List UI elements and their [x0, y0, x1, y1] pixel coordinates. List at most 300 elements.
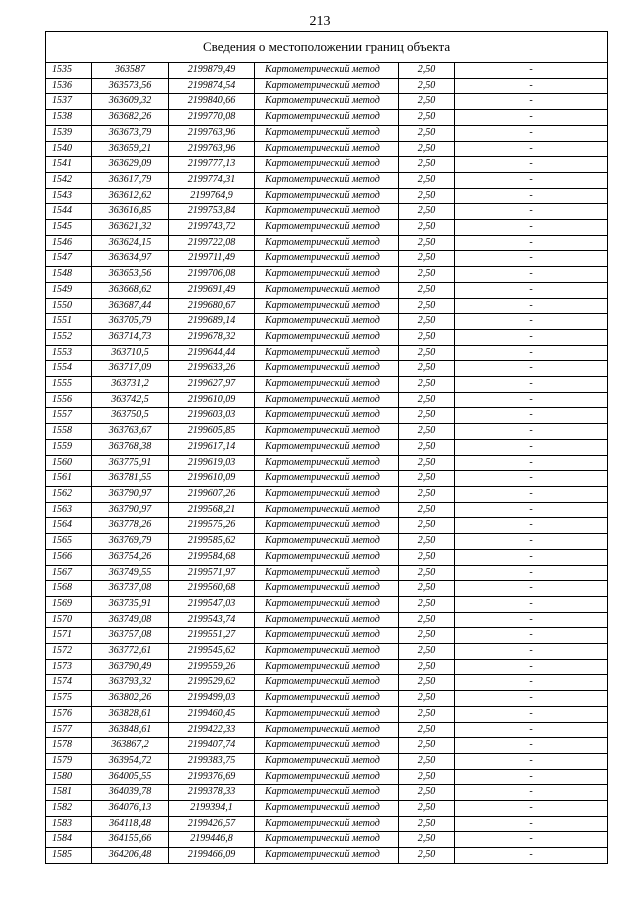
accuracy-cell: 2,50 — [399, 141, 455, 157]
y-coordinate-cell: 2199619,03 — [169, 455, 255, 471]
x-coordinate-cell: 363954,72 — [92, 753, 169, 769]
point-number-cell: 1550 — [46, 298, 92, 314]
accuracy-cell: 2,50 — [399, 78, 455, 94]
point-number-cell: 1558 — [46, 424, 92, 440]
accuracy-cell: 2,50 — [399, 345, 455, 361]
table-row — [46, 78, 608, 94]
accuracy-cell: 2,50 — [399, 502, 455, 518]
table-row — [46, 644, 608, 660]
method-cell: Картометрический метод — [255, 157, 399, 173]
method-cell: Картометрический метод — [255, 235, 399, 251]
y-coordinate-cell: 2199722,08 — [169, 235, 255, 251]
note-cell: - — [455, 612, 608, 628]
table-row — [46, 565, 608, 581]
point-number-cell: 1561 — [46, 471, 92, 487]
note-cell: - — [455, 675, 608, 691]
point-number-cell: 1562 — [46, 486, 92, 502]
x-coordinate-cell: 363828,61 — [92, 706, 169, 722]
x-coordinate-cell: 363750,5 — [92, 408, 169, 424]
method-cell: Картометрический метод — [255, 125, 399, 141]
accuracy-cell: 2,50 — [399, 738, 455, 754]
point-number-cell: 1560 — [46, 455, 92, 471]
note-cell: - — [455, 78, 608, 94]
note-cell: - — [455, 471, 608, 487]
method-cell: Картометрический метод — [255, 267, 399, 283]
note-cell: - — [455, 785, 608, 801]
note-cell: - — [455, 125, 608, 141]
x-coordinate-cell: 363587 — [92, 63, 169, 79]
accuracy-cell: 2,50 — [399, 94, 455, 110]
y-coordinate-cell: 2199633,26 — [169, 361, 255, 377]
y-coordinate-cell: 2199678,32 — [169, 329, 255, 345]
accuracy-cell: 2,50 — [399, 691, 455, 707]
y-coordinate-cell: 2199753,84 — [169, 204, 255, 220]
method-cell: Картометрический метод — [255, 565, 399, 581]
note-cell: - — [455, 534, 608, 550]
method-cell: Картометрический метод — [255, 596, 399, 612]
x-coordinate-cell: 363742,5 — [92, 392, 169, 408]
method-cell: Картометрический метод — [255, 220, 399, 236]
note-cell: - — [455, 188, 608, 204]
table-row — [46, 502, 608, 518]
x-coordinate-cell: 364005,55 — [92, 769, 169, 785]
note-cell: - — [455, 801, 608, 817]
table-row — [46, 769, 608, 785]
method-cell: Картометрический метод — [255, 471, 399, 487]
note-cell: - — [455, 377, 608, 393]
method-cell: Картометрический метод — [255, 424, 399, 440]
method-cell: Картометрический метод — [255, 172, 399, 188]
table-row — [46, 63, 608, 79]
table-row — [46, 267, 608, 283]
note-cell: - — [455, 769, 608, 785]
point-number-cell: 1538 — [46, 110, 92, 126]
table-row — [46, 816, 608, 832]
table-row — [46, 785, 608, 801]
point-number-cell: 1578 — [46, 738, 92, 754]
accuracy-cell: 2,50 — [399, 753, 455, 769]
y-coordinate-cell: 2199383,75 — [169, 753, 255, 769]
point-number-cell: 1582 — [46, 801, 92, 817]
note-cell: - — [455, 282, 608, 298]
method-cell: Картометрический метод — [255, 534, 399, 550]
y-coordinate-cell: 2199499,03 — [169, 691, 255, 707]
table-row — [46, 361, 608, 377]
point-number-cell: 1583 — [46, 816, 92, 832]
point-number-cell: 1576 — [46, 706, 92, 722]
table-row — [46, 125, 608, 141]
y-coordinate-cell: 2199706,08 — [169, 267, 255, 283]
accuracy-cell: 2,50 — [399, 769, 455, 785]
method-cell: Картометрический метод — [255, 832, 399, 848]
note-cell: - — [455, 518, 608, 534]
y-coordinate-cell: 2199689,14 — [169, 314, 255, 330]
accuracy-cell: 2,50 — [399, 329, 455, 345]
x-coordinate-cell: 363573,56 — [92, 78, 169, 94]
note-cell: - — [455, 408, 608, 424]
point-number-cell: 1552 — [46, 329, 92, 345]
note-cell: - — [455, 644, 608, 660]
x-coordinate-cell: 363757,08 — [92, 628, 169, 644]
page-number: 213 — [309, 14, 331, 29]
table-row — [46, 675, 608, 691]
x-coordinate-cell: 363668,62 — [92, 282, 169, 298]
method-cell: Картометрический метод — [255, 408, 399, 424]
point-number-cell: 1556 — [46, 392, 92, 408]
x-coordinate-cell: 364155,66 — [92, 832, 169, 848]
table-row — [46, 455, 608, 471]
accuracy-cell: 2,50 — [399, 282, 455, 298]
accuracy-cell: 2,50 — [399, 644, 455, 660]
y-coordinate-cell: 2199607,26 — [169, 486, 255, 502]
y-coordinate-cell: 2199840,66 — [169, 94, 255, 110]
table-row — [46, 110, 608, 126]
y-coordinate-cell: 2199763,96 — [169, 141, 255, 157]
accuracy-cell: 2,50 — [399, 424, 455, 440]
method-cell: Картометрический метод — [255, 848, 399, 864]
method-cell: Картометрический метод — [255, 392, 399, 408]
point-number-cell: 1557 — [46, 408, 92, 424]
accuracy-cell: 2,50 — [399, 801, 455, 817]
y-coordinate-cell: 2199644,44 — [169, 345, 255, 361]
x-coordinate-cell: 363629,09 — [92, 157, 169, 173]
accuracy-cell: 2,50 — [399, 439, 455, 455]
note-cell: - — [455, 565, 608, 581]
point-number-cell: 1566 — [46, 549, 92, 565]
accuracy-cell: 2,50 — [399, 722, 455, 738]
point-number-cell: 1537 — [46, 94, 92, 110]
y-coordinate-cell: 2199547,03 — [169, 596, 255, 612]
y-coordinate-cell: 2199605,85 — [169, 424, 255, 440]
table-title: Сведения о местоположении границ объекта — [46, 32, 608, 63]
note-cell: - — [455, 424, 608, 440]
point-number-cell: 1559 — [46, 439, 92, 455]
x-coordinate-cell: 363705,79 — [92, 314, 169, 330]
note-cell: - — [455, 141, 608, 157]
method-cell: Картометрический метод — [255, 691, 399, 707]
x-coordinate-cell: 363717,09 — [92, 361, 169, 377]
x-coordinate-cell: 363763,67 — [92, 424, 169, 440]
table-row — [46, 549, 608, 565]
y-coordinate-cell: 2199879,49 — [169, 63, 255, 79]
point-number-cell: 1575 — [46, 691, 92, 707]
point-number-cell: 1542 — [46, 172, 92, 188]
accuracy-cell: 2,50 — [399, 172, 455, 188]
method-cell: Картометрический метод — [255, 204, 399, 220]
method-cell: Картометрический метод — [255, 377, 399, 393]
table-row — [46, 235, 608, 251]
method-cell: Картометрический метод — [255, 63, 399, 79]
note-cell: - — [455, 502, 608, 518]
table-row — [46, 345, 608, 361]
x-coordinate-cell: 363790,49 — [92, 659, 169, 675]
point-number-cell: 1535 — [46, 63, 92, 79]
note-cell: - — [455, 157, 608, 173]
accuracy-cell: 2,50 — [399, 220, 455, 236]
y-coordinate-cell: 2199627,97 — [169, 377, 255, 393]
y-coordinate-cell: 2199460,45 — [169, 706, 255, 722]
note-cell: - — [455, 220, 608, 236]
x-coordinate-cell: 364039,78 — [92, 785, 169, 801]
table-row — [46, 581, 608, 597]
note-cell: - — [455, 345, 608, 361]
table-row — [46, 691, 608, 707]
table-row — [46, 471, 608, 487]
method-cell: Картометрический метод — [255, 361, 399, 377]
note-cell: - — [455, 172, 608, 188]
y-coordinate-cell: 2199874,54 — [169, 78, 255, 94]
point-number-cell: 1581 — [46, 785, 92, 801]
accuracy-cell: 2,50 — [399, 706, 455, 722]
x-coordinate-cell: 363749,08 — [92, 612, 169, 628]
accuracy-cell: 2,50 — [399, 125, 455, 141]
accuracy-cell: 2,50 — [399, 518, 455, 534]
x-coordinate-cell: 363848,61 — [92, 722, 169, 738]
x-coordinate-cell: 363731,2 — [92, 377, 169, 393]
y-coordinate-cell: 2199422,33 — [169, 722, 255, 738]
x-coordinate-cell: 363781,55 — [92, 471, 169, 487]
table-row — [46, 204, 608, 220]
y-coordinate-cell: 2199763,96 — [169, 125, 255, 141]
accuracy-cell: 2,50 — [399, 377, 455, 393]
y-coordinate-cell: 2199568,21 — [169, 502, 255, 518]
note-cell: - — [455, 706, 608, 722]
method-cell: Картометрический метод — [255, 455, 399, 471]
table-row — [46, 188, 608, 204]
method-cell: Картометрический метод — [255, 706, 399, 722]
method-cell: Картометрический метод — [255, 282, 399, 298]
x-coordinate-cell: 363616,85 — [92, 204, 169, 220]
table-row — [46, 94, 608, 110]
y-coordinate-cell: 2199376,69 — [169, 769, 255, 785]
method-cell: Картометрический метод — [255, 298, 399, 314]
method-cell: Картометрический метод — [255, 816, 399, 832]
table-row — [46, 377, 608, 393]
point-number-cell: 1551 — [46, 314, 92, 330]
x-coordinate-cell: 363617,79 — [92, 172, 169, 188]
accuracy-cell: 2,50 — [399, 298, 455, 314]
y-coordinate-cell: 2199575,26 — [169, 518, 255, 534]
table-row — [46, 612, 608, 628]
note-cell: - — [455, 549, 608, 565]
boundary-table — [45, 31, 608, 864]
point-number-cell: 1564 — [46, 518, 92, 534]
x-coordinate-cell: 363609,32 — [92, 94, 169, 110]
method-cell: Картометрический метод — [255, 785, 399, 801]
point-number-cell: 1572 — [46, 644, 92, 660]
x-coordinate-cell: 363682,26 — [92, 110, 169, 126]
accuracy-cell: 2,50 — [399, 251, 455, 267]
point-number-cell: 1577 — [46, 722, 92, 738]
table-row — [46, 753, 608, 769]
note-cell: - — [455, 361, 608, 377]
x-coordinate-cell: 363714,73 — [92, 329, 169, 345]
y-coordinate-cell: 2199770,08 — [169, 110, 255, 126]
accuracy-cell: 2,50 — [399, 110, 455, 126]
x-coordinate-cell: 363778,26 — [92, 518, 169, 534]
x-coordinate-cell: 363653,56 — [92, 267, 169, 283]
note-cell: - — [455, 314, 608, 330]
point-number-cell: 1555 — [46, 377, 92, 393]
method-cell: Картометрический метод — [255, 549, 399, 565]
table-row — [46, 706, 608, 722]
note-cell: - — [455, 753, 608, 769]
y-coordinate-cell: 2199691,49 — [169, 282, 255, 298]
y-coordinate-cell: 2199584,68 — [169, 549, 255, 565]
accuracy-cell: 2,50 — [399, 408, 455, 424]
table-row — [46, 832, 608, 848]
table-row — [46, 518, 608, 534]
method-cell: Картометрический метод — [255, 612, 399, 628]
note-cell: - — [455, 439, 608, 455]
method-cell: Картометрический метод — [255, 439, 399, 455]
y-coordinate-cell: 2199777,13 — [169, 157, 255, 173]
accuracy-cell: 2,50 — [399, 581, 455, 597]
y-coordinate-cell: 2199617,14 — [169, 439, 255, 455]
y-coordinate-cell: 2199407,74 — [169, 738, 255, 754]
y-coordinate-cell: 2199426,57 — [169, 816, 255, 832]
y-coordinate-cell: 2199551,27 — [169, 628, 255, 644]
y-coordinate-cell: 2199585,62 — [169, 534, 255, 550]
accuracy-cell: 2,50 — [399, 596, 455, 612]
note-cell: - — [455, 596, 608, 612]
x-coordinate-cell: 363735,91 — [92, 596, 169, 612]
note-cell: - — [455, 267, 608, 283]
point-number-cell: 1548 — [46, 267, 92, 283]
y-coordinate-cell: 2199559,26 — [169, 659, 255, 675]
note-cell: - — [455, 486, 608, 502]
point-number-cell: 1567 — [46, 565, 92, 581]
y-coordinate-cell: 2199466,09 — [169, 848, 255, 864]
point-number-cell: 1541 — [46, 157, 92, 173]
accuracy-cell: 2,50 — [399, 314, 455, 330]
method-cell: Картометрический метод — [255, 581, 399, 597]
accuracy-cell: 2,50 — [399, 392, 455, 408]
method-cell: Картометрический метод — [255, 502, 399, 518]
table-row — [46, 220, 608, 236]
method-cell: Картометрический метод — [255, 675, 399, 691]
accuracy-cell: 2,50 — [399, 832, 455, 848]
point-number-cell: 1563 — [46, 502, 92, 518]
accuracy-cell: 2,50 — [399, 361, 455, 377]
point-number-cell: 1553 — [46, 345, 92, 361]
note-cell: - — [455, 251, 608, 267]
method-cell: Картометрический метод — [255, 486, 399, 502]
point-number-cell: 1536 — [46, 78, 92, 94]
accuracy-cell: 2,50 — [399, 785, 455, 801]
y-coordinate-cell: 2199610,09 — [169, 471, 255, 487]
note-cell: - — [455, 848, 608, 864]
x-coordinate-cell: 363790,97 — [92, 502, 169, 518]
accuracy-cell: 2,50 — [399, 455, 455, 471]
accuracy-cell: 2,50 — [399, 188, 455, 204]
x-coordinate-cell: 363612,62 — [92, 188, 169, 204]
point-number-cell: 1584 — [46, 832, 92, 848]
table-row — [46, 157, 608, 173]
y-coordinate-cell: 2199764,9 — [169, 188, 255, 204]
accuracy-cell: 2,50 — [399, 471, 455, 487]
x-coordinate-cell: 363634,97 — [92, 251, 169, 267]
x-coordinate-cell: 363790,97 — [92, 486, 169, 502]
y-coordinate-cell: 2199545,62 — [169, 644, 255, 660]
method-cell: Картометрический метод — [255, 141, 399, 157]
method-cell: Картометрический метод — [255, 722, 399, 738]
point-number-cell: 1543 — [46, 188, 92, 204]
accuracy-cell: 2,50 — [399, 675, 455, 691]
table-row — [46, 172, 608, 188]
table-row — [46, 596, 608, 612]
y-coordinate-cell: 2199711,49 — [169, 251, 255, 267]
x-coordinate-cell: 363867,2 — [92, 738, 169, 754]
y-coordinate-cell: 2199680,67 — [169, 298, 255, 314]
table-row — [46, 534, 608, 550]
note-cell: - — [455, 628, 608, 644]
x-coordinate-cell: 364076,13 — [92, 801, 169, 817]
note-cell: - — [455, 235, 608, 251]
point-number-cell: 1547 — [46, 251, 92, 267]
x-coordinate-cell: 363772,61 — [92, 644, 169, 660]
table-row — [46, 408, 608, 424]
note-cell: - — [455, 832, 608, 848]
point-number-cell: 1569 — [46, 596, 92, 612]
method-cell: Картометрический метод — [255, 644, 399, 660]
point-number-cell: 1565 — [46, 534, 92, 550]
method-cell: Картометрический метод — [255, 659, 399, 675]
note-cell: - — [455, 738, 608, 754]
x-coordinate-cell: 363673,79 — [92, 125, 169, 141]
x-coordinate-cell: 364206,48 — [92, 848, 169, 864]
accuracy-cell: 2,50 — [399, 157, 455, 173]
note-cell: - — [455, 392, 608, 408]
note-cell: - — [455, 455, 608, 471]
note-cell: - — [455, 298, 608, 314]
y-coordinate-cell: 2199560,68 — [169, 581, 255, 597]
table-row — [46, 801, 608, 817]
accuracy-cell: 2,50 — [399, 486, 455, 502]
method-cell: Картометрический метод — [255, 329, 399, 345]
method-cell: Картометрический метод — [255, 738, 399, 754]
method-cell: Картометрический метод — [255, 801, 399, 817]
accuracy-cell: 2,50 — [399, 659, 455, 675]
table-title-row — [46, 32, 608, 63]
table-row — [46, 314, 608, 330]
x-coordinate-cell: 363737,08 — [92, 581, 169, 597]
method-cell: Картометрический метод — [255, 94, 399, 110]
point-number-cell: 1554 — [46, 361, 92, 377]
x-coordinate-cell: 363775,91 — [92, 455, 169, 471]
point-number-cell: 1549 — [46, 282, 92, 298]
x-coordinate-cell: 364118,48 — [92, 816, 169, 832]
y-coordinate-cell: 2199543,74 — [169, 612, 255, 628]
y-coordinate-cell: 2199571,97 — [169, 565, 255, 581]
note-cell: - — [455, 722, 608, 738]
x-coordinate-cell: 363754,26 — [92, 549, 169, 565]
table-row — [46, 298, 608, 314]
accuracy-cell: 2,50 — [399, 63, 455, 79]
y-coordinate-cell: 2199378,33 — [169, 785, 255, 801]
point-number-cell: 1545 — [46, 220, 92, 236]
table-row — [46, 439, 608, 455]
point-number-cell: 1573 — [46, 659, 92, 675]
note-cell: - — [455, 581, 608, 597]
note-cell: - — [455, 204, 608, 220]
accuracy-cell: 2,50 — [399, 267, 455, 283]
method-cell: Картометрический метод — [255, 345, 399, 361]
note-cell: - — [455, 110, 608, 126]
accuracy-cell: 2,50 — [399, 565, 455, 581]
note-cell: - — [455, 691, 608, 707]
method-cell: Картометрический метод — [255, 753, 399, 769]
